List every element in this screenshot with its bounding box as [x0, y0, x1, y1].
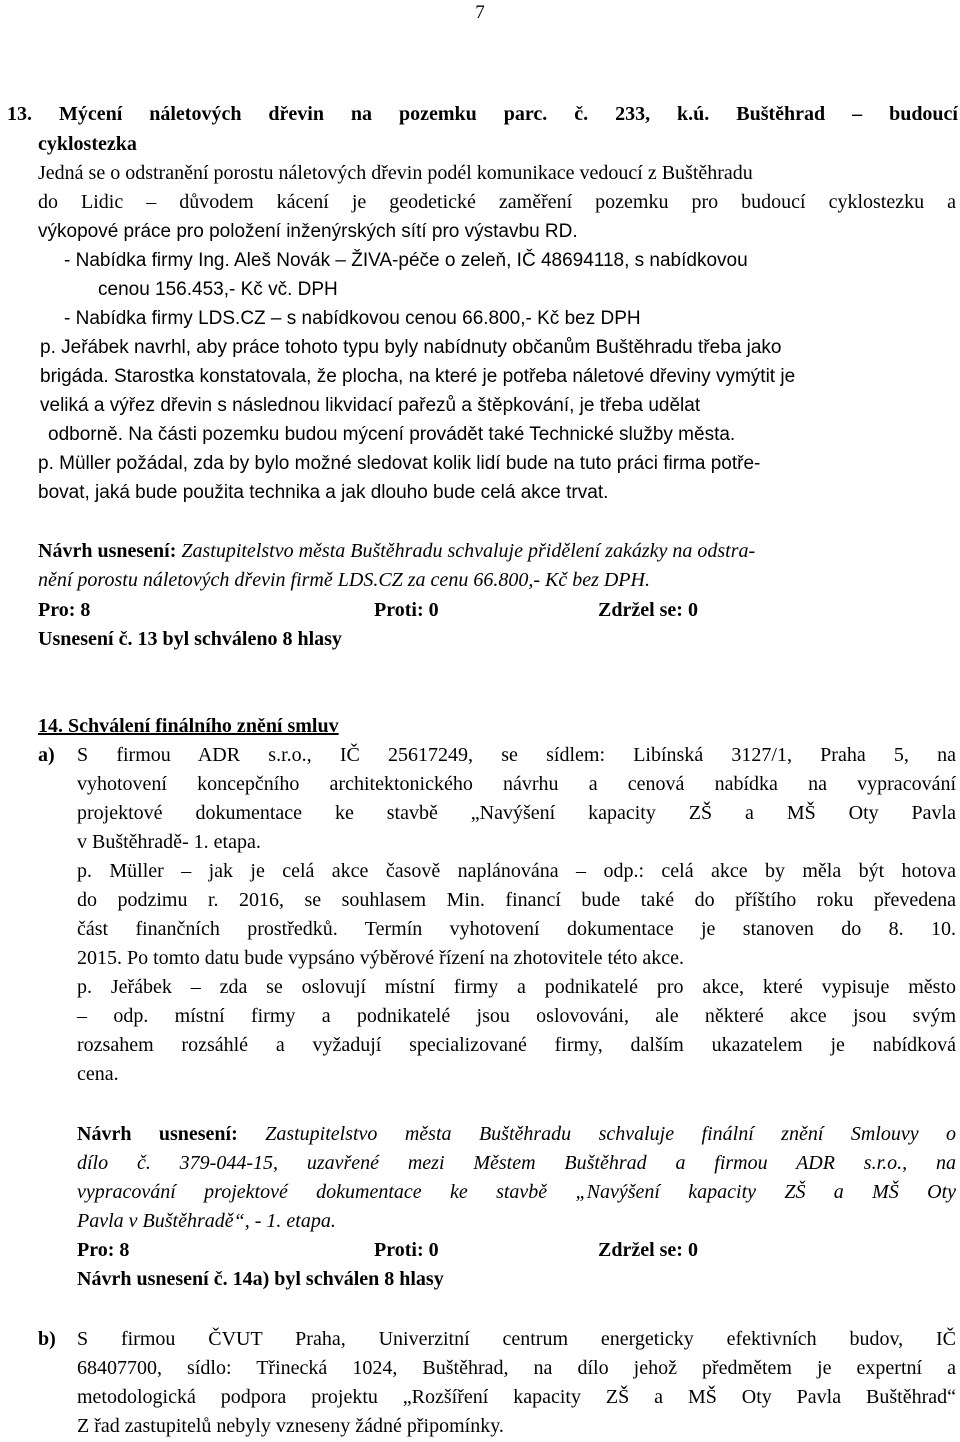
- item14-proposal-line: vypracování projektové dokumentace ke stavbě „Navýšení kapacity ZŠ a MŠ Oty: [77, 1181, 956, 1203]
- item14-b-line: 68407700, sídlo: Třinecká 1024, Buštěhrad, na dílo jehož předmětem je expertní a: [77, 1357, 956, 1379]
- item14-a-line: projektové dokumentace ke stavbě „Navýšení kapacity ZŠ a MŠ Oty Pavla: [77, 802, 956, 824]
- item13-body-line: výkopové práce pro položení inženýrských sítí pro výstavbu RD.: [38, 221, 578, 242]
- proposal-label: Návrh usnesení:: [38, 540, 177, 562]
- item13-body-line: veliká a výřez dřevin s následnou likvidací pařezů a štěpkování, je třeba udělat: [40, 395, 701, 416]
- item14-a-line: část finančních prostředků. Termín vyhotovení dokumentace je stanoven do 8. 10.: [77, 918, 956, 940]
- item13-body-line: Jedná se o odstranění porostu náletových dřevin podél komunikace vedoucí z Buštěhradu: [38, 162, 753, 184]
- item14-a-line: S firmou ADR s.r.o., IČ 25617249, se sídlem: Libínská 3127/1, Praha 5, na: [77, 744, 956, 766]
- item13-body-line: bovat, jaká bude použita technika a jak dlouho bude celá akce trvat.: [38, 482, 609, 503]
- vote-proti: Proti: 0: [374, 599, 439, 621]
- item13-body-line: p. Jeřábek navrhl, aby práce tohoto typu byly nabídnuty občanům Buštěhradu třeba jako: [40, 337, 782, 358]
- item14-a-line: cena.: [77, 1063, 119, 1085]
- vote-pro: Pro: 8: [77, 1239, 130, 1261]
- proposal-label: Návrh usnesení:: [77, 1123, 238, 1145]
- item13-heading-line1: 13. Mýcení náletových dřevin na pozemku parc. č. 233, k.ú. Buštěhrad – budoucí: [7, 103, 958, 125]
- vote-zdrzel: Zdržel se: 0: [598, 599, 698, 621]
- item13-body-line: brigáda. Starostka konstatovala, že plocha, na které je potřeba náletové dřeviny vymýtit je: [40, 366, 796, 387]
- item14-a-line: p. Jeřábek – zda se oslovují místní firmy a podnikatelé pro akce, které vypisuje město: [77, 976, 956, 998]
- item13-proposal: [38, 537, 958, 566]
- item14-a-line: vyhotovení koncepčního architektonického návrhu a cenová nabídka na vypracování: [77, 773, 956, 795]
- item14-resolution: Návrh usnesení č. 14a) byl schválen 8 hlasy: [77, 1268, 444, 1290]
- item13-body-line: odborně. Na části pozemku budou mýcení provádět také Technické služby města.: [48, 424, 736, 445]
- page-number: 7: [475, 2, 485, 23]
- item13-offer-line: - Nabídka firmy Ing. Aleš Novák – ŽIVA-péče o zeleň, IČ 48694118, s nabídkovou: [64, 250, 748, 271]
- item14-proposal-line: dílo č. 379-044-15, uzavřené mezi Městem Buštěhrad a firmou ADR s.r.o., na: [77, 1152, 956, 1174]
- item14-heading: 14. Schválení finálního znění smluv: [38, 715, 339, 737]
- item14-b-line: Z řad zastupitelů nebyly vzneseny žádné připomínky.: [77, 1415, 504, 1437]
- item14-a-line: – odp. místní firmy a podnikatelé jsou oslovováni, ale některé akce jsou svým: [77, 1005, 956, 1027]
- item13-proposal-line2: nění porostu náletových dřevin firmě LDS.CZ za cenu 66.800,- Kč bez DPH.: [38, 569, 650, 591]
- item14-a-line: 2015. Po tomto datu bude vypsáno výběrové řízení na zhotovitele této akce.: [77, 947, 685, 969]
- vote-pro: Pro: 8: [38, 599, 91, 621]
- item14-b-line: S firmou ČVUT Praha, Univerzitní centrum energeticky efektivních budov, IČ: [77, 1328, 956, 1350]
- item14-proposal: [77, 1120, 956, 1149]
- item13-offer-line: - Nabídka firmy LDS.CZ – s nabídkovou cenou 66.800,- Kč bez DPH: [64, 308, 641, 329]
- item14-proposal-line: Pavla v Buštěhradě“, - 1. etapa.: [77, 1210, 336, 1232]
- proposal-text: Zastupitelstvo města Buštěhradu schvaluje přidělení zakázky na odstra-: [176, 540, 756, 562]
- item14-a-line: v Buštěhradě- 1. etapa.: [77, 831, 261, 853]
- item14-a-line: p. Müller – jak je celá akce časově naplánována – odp.: celá akce by měla být hotova: [77, 860, 956, 882]
- proposal-text: Zastupitelstvo města Buštěhradu schvaluje finální znění Smlouvy o: [237, 1123, 956, 1145]
- item13-body-line: p. Müller požádal, zda by bylo možné sledovat kolik lidí bude na tuto práci firma potře-: [38, 453, 761, 474]
- item13-resolution: Usnesení č. 13 byl schváleno 8 hlasy: [38, 628, 342, 650]
- item14-a-label: a): [38, 744, 55, 766]
- vote-zdrzel: Zdržel se: 0: [598, 1239, 698, 1261]
- item14-b-line: metodologická podpora projektu „Rozšíření kapacity ZŠ a MŠ Oty Pavla Buštěhrad“: [77, 1386, 956, 1408]
- item14-a-line: do podzimu r. 2016, se souhlasem Min. financí bude také do příštího roku převedena: [77, 889, 956, 911]
- item13-body-line: do Lidic – důvodem kácení je geodetické zaměření pozemku pro budoucí cyklostezku a: [38, 191, 956, 213]
- item13-offer-line: cenou 156.453,- Kč vč. DPH: [98, 279, 338, 300]
- item14-b-label: b): [38, 1328, 56, 1350]
- vote-proti: Proti: 0: [374, 1239, 439, 1261]
- item13-heading-line2: cyklostezka: [38, 133, 137, 155]
- item14-a-line: rozsahem rozsáhlé a vyžadují specializované firmy, dalším ukazatelem je nabídková: [77, 1034, 956, 1056]
